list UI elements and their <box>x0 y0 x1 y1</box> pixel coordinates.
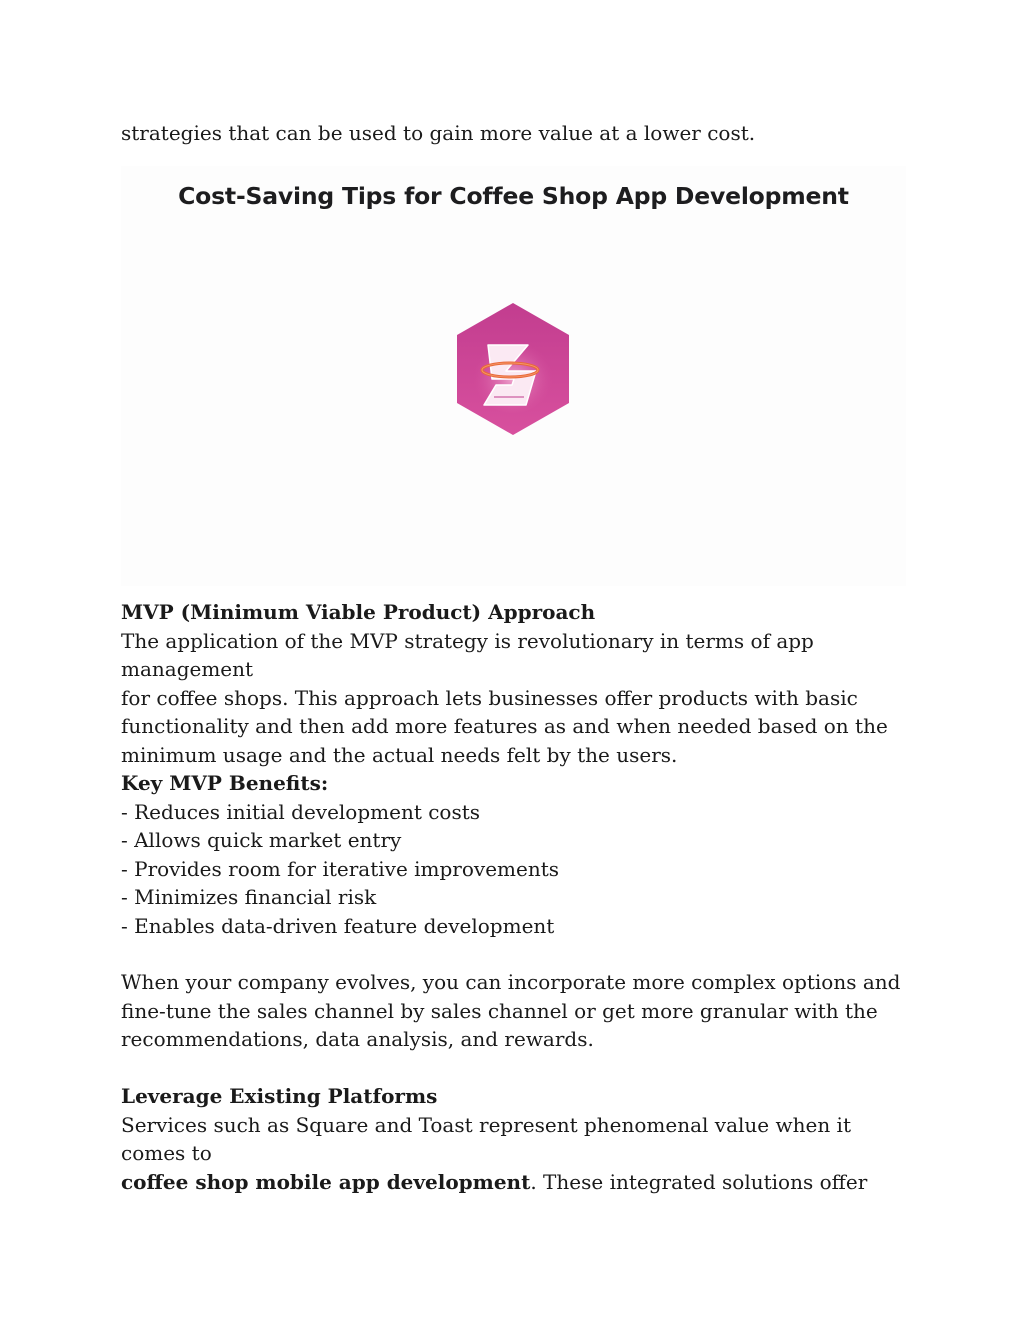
intro-paragraph: strategies that can be used to gain more value at a lower cost. <box>121 121 756 145</box>
list-item: - Provides room for iterative improvements <box>121 856 560 881</box>
benefits-section <box>121 769 921 940</box>
mvp-heading: MVP (Minimum Viable Product) Approach <box>121 600 596 624</box>
evolve-line: fine-tune the sales channel by sales channel or get more granular with the <box>121 998 878 1023</box>
evolve-section <box>121 968 921 1054</box>
platforms-line: Services such as Square and Toast represent phenomenal value when it comes to <box>121 1112 851 1165</box>
mvp-section <box>121 598 921 769</box>
mvp-line: for coffee shops. This approach lets businesses offer products with basic <box>121 685 858 710</box>
evolve-line: recommendations, data analysis, and rewards. <box>121 1027 594 1051</box>
list-item: - Reduces initial development costs <box>121 799 481 824</box>
list-item: - Enables data-driven feature development <box>121 913 555 938</box>
platforms-line <box>121 1168 921 1197</box>
mvp-line: functionality and then add more features as and when needed based on the <box>121 714 888 738</box>
article-figure <box>121 166 906 586</box>
hexagon-flask-logo-icon <box>454 301 572 437</box>
platforms-heading: Leverage Existing Platforms <box>121 1084 438 1108</box>
evolve-line: When your company evolves, you can incorporate more complex options and <box>121 970 901 994</box>
list-item: - Minimizes financial risk <box>121 885 377 909</box>
platforms-section <box>121 1082 921 1196</box>
benefits-list <box>121 798 921 941</box>
bold-phrase: coffee shop mobile app development <box>121 1169 531 1194</box>
mvp-line: minimum usage and the actual needs felt by the users. <box>121 742 678 767</box>
benefits-heading: Key MVP Benefits: <box>121 771 329 795</box>
list-item: - Allows quick market entry <box>121 828 402 852</box>
figure-title: Cost-Saving Tips for Coffee Shop App Development <box>178 182 849 210</box>
platforms-line-rest: . These integrated solutions offer <box>530 1169 868 1194</box>
mvp-line: The application of the MVP strategy is revolutionary in terms of app management <box>121 628 814 681</box>
